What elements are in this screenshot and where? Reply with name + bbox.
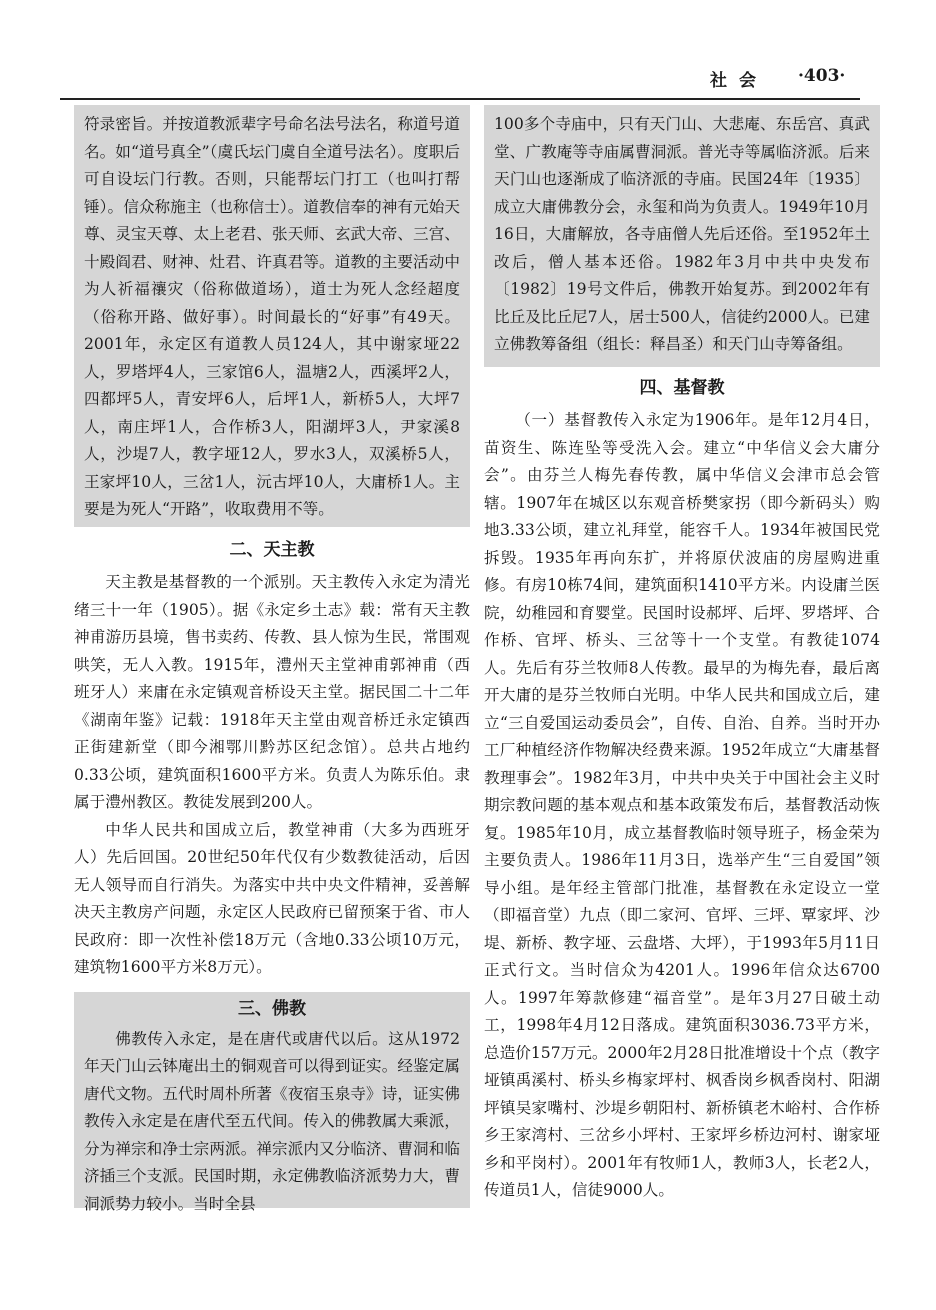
christian-paragraph: （一）基督教传入永定为1906年。是年12月4日，苗资生、陈连坠等受洗入会。建立“中华信义会大庸分会”。由芬兰人梅先春传教，属中华信义会津市总会管辖。1907年在城区以东观音桥樊家拐（即今新码头）购地3.33公顷，建立礼拜堂，能容千人。1934年被国民党拆毁。1935年再向东扩，并将原伏波庙的房屋购进重修。有房10栋74间，建筑面积1410平方米。内设庸兰医院，幼稚园和育婴堂。民国时设郝坪、后坪、罗塔坪、合作桥、官坪、桥头、三岔等十一个支堂。有教徒1074人。先后有芬兰牧师8人传教。最早的为梅先春，最后离开大庸的是芬兰牧师白光明。中华人民共和国成立后，建立“三自爱国运动委员会”，自传、自治、自养。当时开办工厂种植经济作物解决经费来源。1952年成立“大庸基督教理事会”。1982年3月，中共中央关于中国社会主义时期宗教问题的基本观点和基本政策发布后，基督教活动恢复。1985年10月，成立基督教临时领导班子，杨金荣为主要负责人。1986年11月3日，选举产生“三自爱国”领导小组。是年经主管部门批准，基督教在永定设立一堂（即福音堂）九点（即二家河、官坪、三坪、覃家坪、沙堤、新桥、教字垭、云盘塔、大坪），于1993年5月11日正式行文。当时信众为4201人。1996年信众达6700人。1997年筹款修建“福音堂”。是年3月27日破土动工，1998年4月12日落成。建筑面积3036.73平方米，总造价157万元。2000年2月28日批准增设十个点（教字垭镇禹溪村、桥头乡梅家坪村、枫香岗乡枫香岗村、阳湖坪镇吴家嘴村、沙堤乡朝阳村、新桥镇老木峪村、合作桥乡王家湾村、三岔乡小坪村、王家坪乡桥边河村、谢家垭乡和平岗村）。2001年有牧师1人，教师3人，长老2人，传道员1人，信徒9000人。 [484, 411, 880, 1199]
buddhism-paragraph: 佛教传入永定，是在唐代或唐代以后。这从1972年天门山云钵庵出土的铜观音可以得到证实。经鉴定属唐代文物。五代时周朴所著《夜宿玉泉寺》诗，证实佛教传入永定是在唐代至五代间。传入的佛教属大乘派，分为禅宗和净士宗两派。禅宗派内又分临济、曹洞和临济插三个支派。民国时期，永定佛教临济派势力大，曹洞派势力较小。当时全县 [84, 1029, 460, 1213]
buddhism-continued-paragraph: 100多个寺庙中，只有天门山、大悲庵、东岳宫、真武堂、广教庵等寺庙属曹洞派。普光寺等属临济派。后来天门山也逐渐成了临济派的寺庙。民国24年〔1935〕成立大庸佛教分会，永玺和尚为负责人。1949年10月16日，大庸解放，各寺庙僧人先后还俗。至1952年土改后，僧人基本还俗。1982年3月中共中央发布〔1982〕19号文件后，佛教开始复苏。到2002年有比丘及比丘尼7人，居士500人，信徒约2000人。已建立佛教筹备组（组长：释昌圣）和天门山寺筹备组。 [494, 115, 870, 353]
catholic-paragraph-1: 天主教是基督教的一个派别。天主教传入永定为清光绪三十一年（1905）。据《永定乡土志》载：常有天主教神甫游历县境，售书卖药、传教、县人惊为生民，常围观哄笑，无人入教。1915年，澧州天主堂神甫郭神甫（西班牙人）来庸在永定镇观音桥设天主堂。据民国二十二年《湖南年鉴》记载：1918年天主堂由观音桥迁永定镇西正街建新堂（即今湘鄂川黔苏区纪念馆）。总共占地约0.33公顷，建筑面积1600平方米。负责人为陈乐伯。隶属于澧州教区。教徒发展到200人。 [74, 573, 470, 811]
section-title: 社会 [710, 71, 768, 91]
catholic-paragraph-2: 中华人民共和国成立后，教堂神甫（大多为西班牙人）先后回国。20世纪50年代仅有少数教徒活动，后因无人领导而自行消失。为落实中共中央文件精神，妥善解决天主教房产问题，永定区人民政府已留预案于省、市人民政府：即一次性补偿18万元（含地0.33公顷10万元，建筑物1600平方米8万元）。 [74, 820, 470, 976]
taoism-paragraph: 符录密旨。并按道教派辈字号命名法号法名，称道号道名。如“道号真全”（虞氏坛门虞自全道号法名）。度职后可自设坛门行教。否则，只能帮坛门打工（也叫打帮锤）。信众称施主（也称信士）。道教信奉的神有元始天尊、灵宝天尊、太上老君、张天师、玄武大帝、三宫、十殿阎君、财神、灶君、许真君等。道教的主要活动中为人祈福禳灾（俗称做道场），道士为死人念经超度（俗称开路、做好事）。时间最长的“好事”有49天。2001年，永定区有道教人员124人，其中谢家垭22人，罗塔坪4人，三家馆6人，温塘2人，西溪坪2人，四都坪5人，青安坪6人，后坪1人，新桥5人，大坪7人，南庄坪1人，合作桥3人，阳湖坪3人，尹家溪8人，沙堤7人，教字垭12人，罗水3人，双溪桥5人，王家坪10人，三岔1人，沅古坪10人，大庸桥1人。主要是为死人“开路”，收取费用不等。 [84, 115, 460, 518]
page-number: ·403· [798, 66, 846, 86]
header-rule [60, 98, 860, 100]
buddhism-continued-box [484, 105, 880, 367]
buddhism-heading: 三、佛教 [238, 998, 306, 1019]
page-header [60, 62, 860, 92]
buddhism-box [74, 992, 470, 1213]
taoism-box [74, 105, 470, 527]
catholic-heading: 二、天主教 [229, 540, 315, 560]
right-column [484, 105, 880, 1205]
left-column [74, 105, 470, 1213]
christian-heading: 四、基督教 [639, 378, 725, 398]
